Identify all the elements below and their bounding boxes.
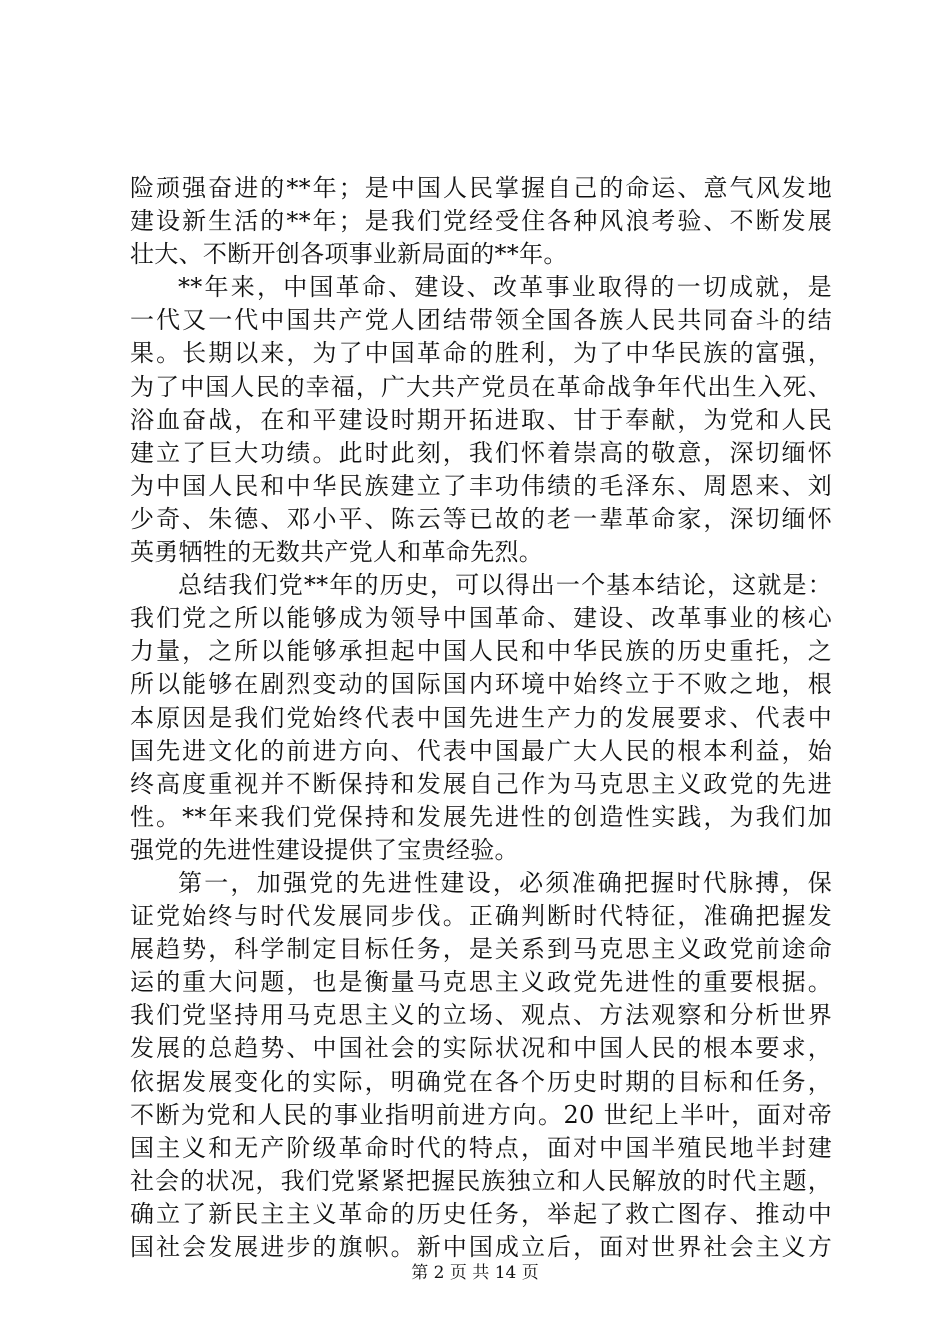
text-line: 确立了新民主主义革命的历史任务，举起了救亡图存、推动中 bbox=[130, 1199, 832, 1228]
text-line: 为中国人民和中华民族建立了丰功伟绩的毛泽东、周恩来、刘 bbox=[130, 471, 832, 500]
text-line: 国主义和无产阶级革命时代的特点，面对中国半殖民地半封建 bbox=[130, 1133, 832, 1162]
text-line: 我们党之所以能够成为领导中国革命、建设、改革事业的核心 bbox=[130, 604, 832, 633]
text-line: 强党的先进性建设提供了宝贵经验。 bbox=[130, 835, 519, 864]
text-line: 不断为党和人民的事业指明前进方向。20 世纪上半叶，面对帝 bbox=[130, 1100, 832, 1129]
text-line: 建设新生活的**年；是我们党经受住各种风浪考验、不断发展 bbox=[130, 207, 832, 236]
text-line: 力量，之所以能够承担起中国人民和中华民族的历史重托，之 bbox=[130, 637, 832, 666]
text-line: 果。长期以来，为了中国革命的胜利，为了中华民族的富强， bbox=[130, 339, 832, 368]
text-line: 社会的状况，我们党紧紧把握民族独立和人民解放的时代主题， bbox=[130, 1166, 832, 1195]
text-line: 壮大、不断开创各项事业新局面的**年。 bbox=[130, 240, 568, 269]
body-text bbox=[130, 172, 832, 1264]
paragraph bbox=[130, 867, 832, 1264]
text-line: 所以能够在剧烈变动的国际国内环境中始终立于不败之地，根 bbox=[130, 670, 832, 699]
text-line: 国社会发展进步的旗帜。新中国成立后，面对世界社会主义方 bbox=[130, 1233, 832, 1261]
text-line: 英勇牺牲的无数共产党人和革命先烈。 bbox=[130, 538, 544, 567]
text-line: **年来，中国革命、建设、改革事业取得的一切成就，是 bbox=[178, 273, 832, 302]
paragraph bbox=[130, 172, 832, 271]
text-line: 国先进文化的前进方向、代表中国最广大人民的根本利益，始 bbox=[130, 736, 832, 765]
paragraph bbox=[130, 569, 832, 867]
text-line: 少奇、朱德、邓小平、陈云等已故的老一辈革命家，深切缅怀 bbox=[130, 504, 832, 533]
paragraph bbox=[130, 271, 832, 569]
text-line: 依据发展变化的实际，明确党在各个历史时期的目标和任务， bbox=[130, 1067, 832, 1096]
text-line: 性。**年来我们党保持和发展先进性的创造性实践，为我们加 bbox=[130, 802, 832, 831]
text-line: 建立了巨大功绩。此时此刻，我们怀着崇高的敬意，深切缅怀 bbox=[130, 438, 832, 467]
text-line: 浴血奋战，在和平建设时期开拓进取、甘于奉献，为党和人民 bbox=[130, 405, 832, 434]
text-line: 展趋势，科学制定目标任务，是关系到马克思主义政党前途命 bbox=[130, 935, 832, 964]
text-line: 我们党坚持用马克思主义的立场、观点、方法观察和分析世界 bbox=[130, 1001, 832, 1030]
page-footer: 第 2 页 共 14 页 bbox=[411, 1263, 539, 1283]
text-line: 终高度重视并不断保持和发展自己作为马克思主义政党的先进 bbox=[130, 769, 832, 798]
text-line: 运的重大问题，也是衡量马克思主义政党先进性的重要根据。 bbox=[130, 968, 832, 997]
text-line: 证党始终与时代发展同步伐。正确判断时代特征，准确把握发 bbox=[130, 902, 832, 931]
text-line: 本原因是我们党始终代表中国先进生产力的发展要求、代表中 bbox=[130, 703, 832, 732]
text-line: 总结我们党**年的历史，可以得出一个基本结论，这就是： bbox=[178, 571, 832, 600]
text-line: 一代又一代中国共产党人团结带领全国各族人民共同奋斗的结 bbox=[130, 306, 832, 335]
text-line: 第一，加强党的先进性建设，必须准确把握时代脉搏，保 bbox=[178, 868, 832, 897]
text-line: 为了中国人民的幸福，广大共产党员在革命战争年代出生入死、 bbox=[130, 372, 832, 401]
text-line: 发展的总趋势、中国社会的实际状况和中国人民的根本要求， bbox=[130, 1034, 832, 1063]
text-line: 险顽强奋进的**年；是中国人民掌握自己的命运、意气风发地 bbox=[130, 174, 832, 202]
